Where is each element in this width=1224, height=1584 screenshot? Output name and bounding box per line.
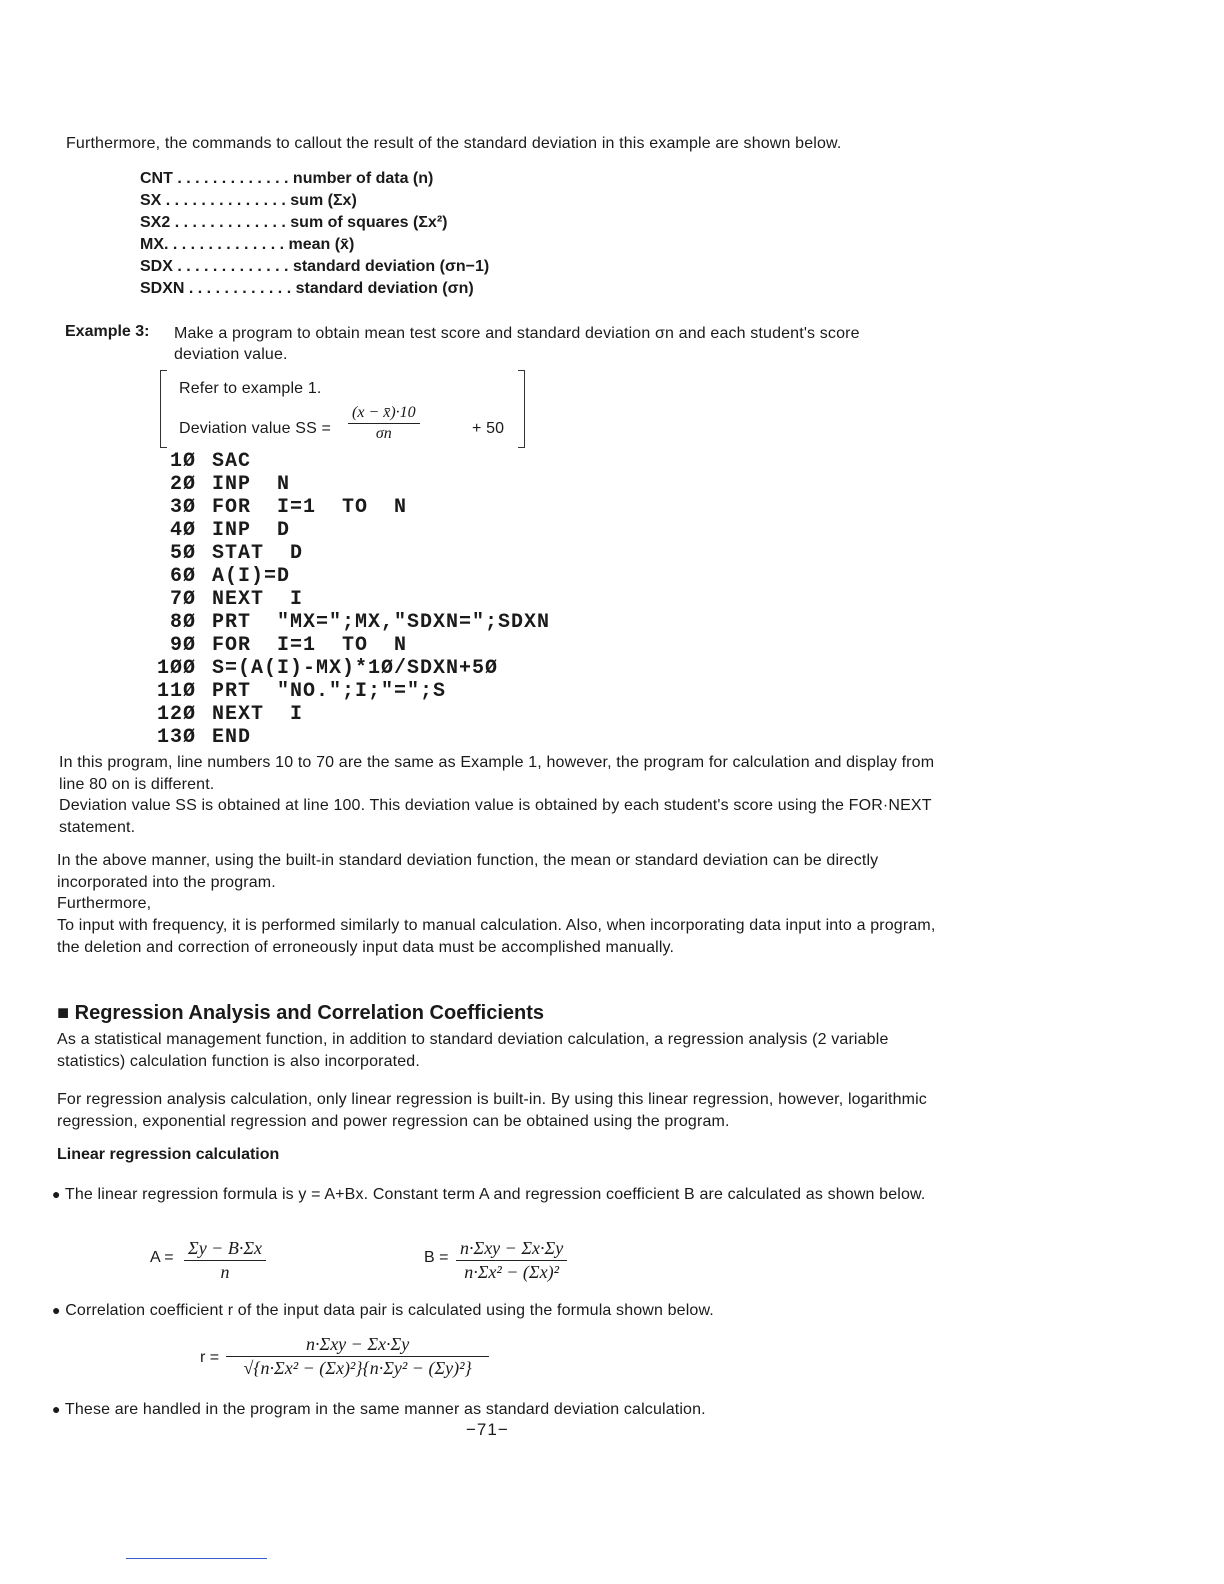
formula-b	[456, 1238, 567, 1283]
section-paragraph-1: As a statistical management function, in addition to standard deviation calculation, a regression analysis (2 variable statistics) calculation function is also incorporated.	[57, 1031, 889, 1070]
example-label: Example 3:	[65, 323, 150, 340]
formula-r	[226, 1334, 489, 1379]
program-line: 8Ø PRT "MX=";MX,"SDXN=";SDXN	[169, 611, 551, 634]
deviation-numerator: (x − x̄)·10	[348, 404, 420, 424]
program-line: 11Ø PRT "NO.";I;"=";S	[156, 680, 447, 703]
deviation-fraction	[348, 404, 420, 443]
paragraph-4: Furthermore,	[57, 895, 152, 912]
deviation-denominator: σn	[375, 425, 392, 442]
formula-b-label: B =	[424, 1249, 449, 1266]
formula-a-numerator: Σy − B·Σx	[184, 1238, 266, 1261]
formula-r-label: r =	[200, 1349, 220, 1366]
program-line: 12Ø NEXT I	[156, 703, 304, 726]
command-row: CNT . . . . . . . . . . . . . number of data (n)	[140, 170, 434, 187]
program-line: 4Ø INP D	[169, 519, 291, 542]
page-number: −71−	[466, 1420, 509, 1439]
deviation-label: Deviation value SS =	[179, 420, 331, 437]
formula-r-numerator: n·Σxy − Σx·Σy	[226, 1334, 489, 1357]
subheading: Linear regression calculation	[57, 1146, 280, 1163]
bullet-dot-icon: ●	[52, 1401, 61, 1417]
bullet-dot-icon: ●	[52, 1302, 61, 1318]
example-text-line2: deviation value.	[174, 346, 288, 363]
command-row: SX . . . . . . . . . . . . . . sum (Σx)	[140, 192, 357, 209]
footer-rule	[126, 1558, 267, 1559]
right-bracket	[518, 370, 525, 448]
program-line: 1ØØ S=(A(I)-MX)*1Ø/SDXN+5Ø	[156, 657, 499, 680]
paragraph-3: In the above manner, using the built-in standard deviation function, the mean or standard deviation can be directly incorporated into the program.	[57, 852, 879, 891]
paragraph-5: To input with frequency, it is performed similarly to manual calculation. Also, when incorporating data input into a program, the deletion and correction of erroneously input data must be accomplished manually.	[57, 917, 936, 956]
deviation-add: + 50	[472, 420, 505, 437]
paragraph-2: Deviation value SS is obtained at line 100. This deviation value is obtained by each student's score using the FOR·NEXT statement.	[59, 797, 932, 836]
example-text-line1: Make a program to obtain mean test score and standard deviation σn and each student's score	[174, 325, 860, 342]
program-line: 13Ø END	[156, 726, 252, 749]
program-line: 6Ø A(I)=D	[169, 565, 291, 588]
section-paragraph-2: For regression analysis calculation, only linear regression is built-in. By using this linear regression, however, logarithmic regression, exponential regression and power regression can be obtained using the program.	[57, 1091, 927, 1130]
bullet-1: ● The linear regression formula is y = A+Bx. Constant term A and regression coefficient B are calculated as shown below.	[52, 1186, 926, 1203]
bullet-3: ● These are handled in the program in the same manner as standard deviation calculation.	[52, 1401, 706, 1418]
command-row: MX. . . . . . . . . . . . . . mean (x̄)	[140, 236, 355, 253]
program-line: 2Ø INP N	[169, 473, 291, 496]
formula-a-label: A =	[150, 1249, 174, 1266]
refer-text: Refer to example 1.	[179, 380, 322, 397]
paragraph-1: In this program, line numbers 10 to 70 are the same as Example 1, however, the program for calculation and display from line 80 on is different.	[59, 754, 935, 793]
formula-r-denominator: √{n·Σx² − (Σx)²}{n·Σy² − (Σy)²}	[243, 1358, 472, 1378]
program-line: 3Ø FOR I=1 TO N	[169, 496, 408, 519]
left-bracket	[160, 370, 167, 448]
formula-a	[184, 1238, 266, 1283]
program-line: 7Ø NEXT I	[169, 588, 304, 611]
command-row: SX2 . . . . . . . . . . . . . sum of squares (Σx²)	[140, 214, 448, 231]
program-line: 1Ø SAC	[169, 450, 252, 473]
square-bullet-icon: ■	[57, 1002, 75, 1024]
section-heading: ■ Regression Analysis and Correlation Coefficients	[57, 1002, 545, 1024]
command-row: SDX . . . . . . . . . . . . . standard deviation (σn−1)	[140, 258, 490, 275]
bullet-dot-icon: ●	[52, 1186, 61, 1202]
formula-b-numerator: n·Σxy − Σx·Σy	[456, 1238, 567, 1261]
command-row: SDXN . . . . . . . . . . . . standard deviation (σn)	[140, 280, 474, 297]
intro-text: Furthermore, the commands to callout the result of the standard deviation in this example are shown below.	[66, 135, 842, 152]
program-line: 5Ø STAT D	[169, 542, 304, 565]
formula-a-denominator: n	[220, 1262, 230, 1282]
bullet-2: ● Correlation coefficient r of the input data pair is calculated using the formula shown below.	[52, 1302, 714, 1319]
formula-b-denominator: n·Σx² − (Σx)²	[464, 1262, 559, 1282]
program-line: 9Ø FOR I=1 TO N	[169, 634, 408, 657]
